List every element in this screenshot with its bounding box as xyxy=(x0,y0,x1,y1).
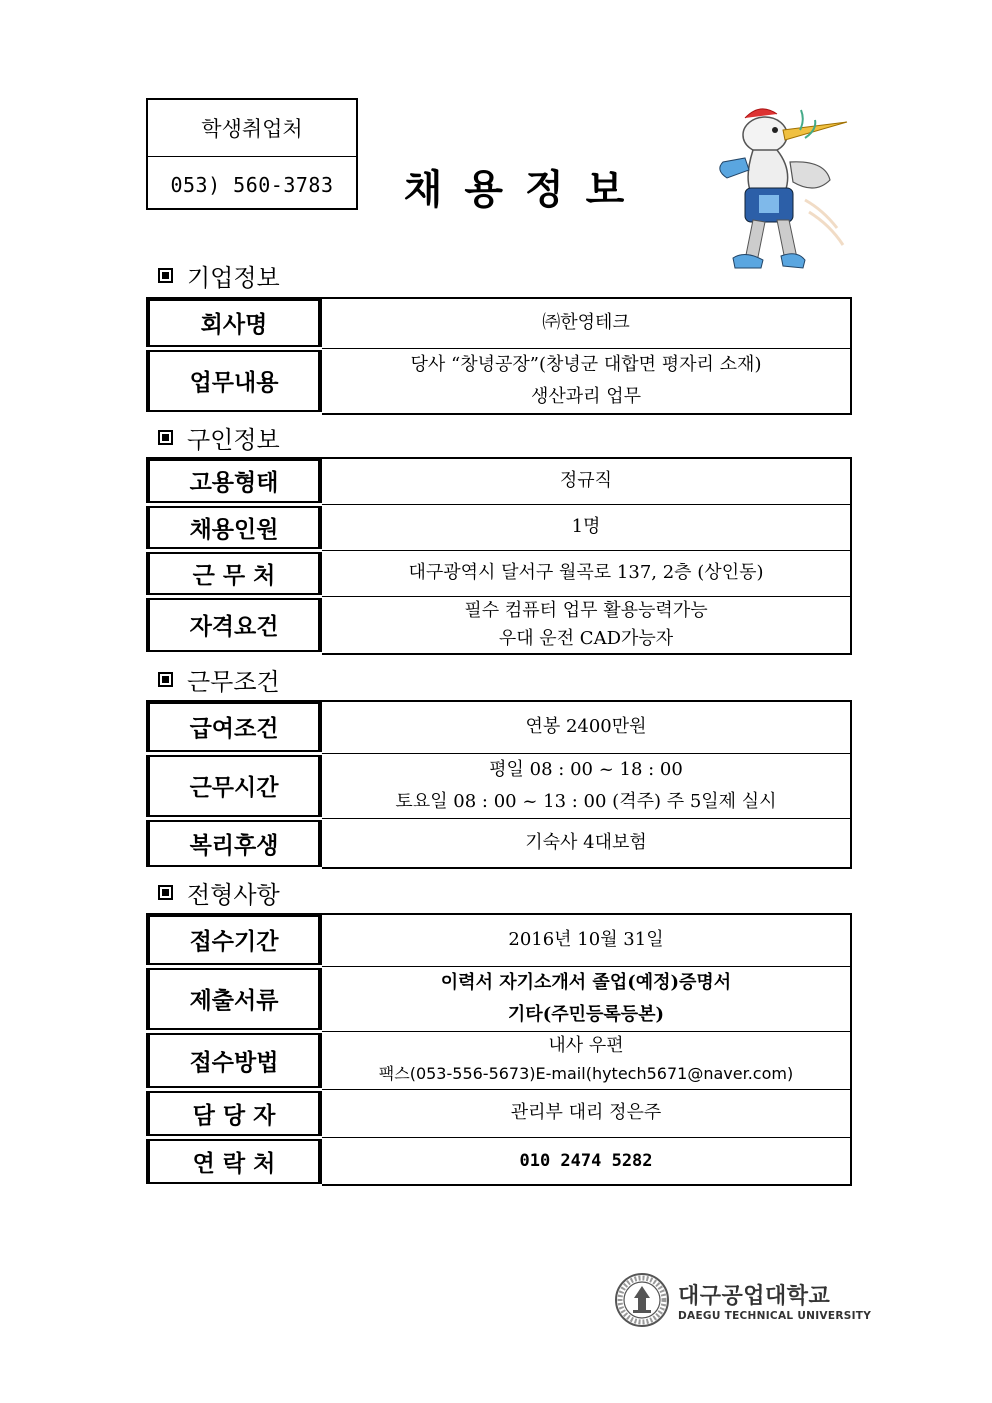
university-name-korean: 대구공업대학교 xyxy=(678,1283,831,1309)
row-label: 회사명 xyxy=(147,298,321,348)
benefits-value: 기숙사 4대보험 xyxy=(525,831,647,853)
section-heading-recruit: 구인정보 xyxy=(158,420,280,455)
university-seal-icon xyxy=(614,1272,670,1328)
table-row xyxy=(147,1089,851,1137)
row-label: 채용인원 xyxy=(147,504,321,550)
employment-type-value: 정규직 xyxy=(321,458,851,504)
filled-square-bullet-icon xyxy=(158,672,173,687)
row-label: 연 락 처 xyxy=(147,1137,321,1185)
filled-square-bullet-icon xyxy=(158,885,173,900)
table-row xyxy=(147,753,851,818)
filled-square-bullet-icon xyxy=(158,430,173,445)
table-row xyxy=(147,914,851,966)
row-label: 근 무 처 xyxy=(147,550,321,596)
application-method-value: 내사 우편 팩스(053-556-5673)E-mail(hytech5671@naver.com) xyxy=(321,1031,851,1089)
contact-phone: 053) 560-3783 xyxy=(148,156,356,212)
table-row xyxy=(147,596,851,654)
application-period-value: 2016년 10월 31일 xyxy=(321,914,851,966)
table-row xyxy=(147,504,851,550)
section-heading-company: 기업정보 xyxy=(158,258,280,293)
company-name-value: ㈜한영테크 xyxy=(321,298,851,348)
contact-label: 학생취업처 xyxy=(201,117,303,141)
table-row xyxy=(147,1137,851,1185)
page-title: 채용정보 xyxy=(403,167,647,213)
row-label: 근무시간 xyxy=(147,753,321,818)
contact-person-value: 관리부 대리 정은주 xyxy=(321,1089,851,1137)
mascot-crane-image xyxy=(705,100,855,285)
contact-number-value: 010 2474 5282 xyxy=(519,1150,653,1171)
table-row xyxy=(147,818,851,868)
table-row xyxy=(147,550,851,596)
row-label: 자격요건 xyxy=(147,596,321,654)
university-name-english: DAEGU TECHNICAL UNIVERSITY xyxy=(678,1309,872,1322)
section-heading-conditions: 근무조건 xyxy=(158,662,280,697)
row-label: 제출서류 xyxy=(147,966,321,1031)
company-table xyxy=(146,297,852,415)
qualifications-value: 필수 컴퓨터 업무 활용능력가능 우대 운전 CAD가능자 xyxy=(464,599,708,649)
table-row xyxy=(147,701,851,753)
row-label: 접수방법 xyxy=(147,1031,321,1089)
job-description-value: 당사 “창녕공장”(창녕군 대합면 평자리 소재) 생산과리 업무 xyxy=(410,353,762,407)
row-label: 급여조건 xyxy=(147,701,321,753)
workplace-value: 대구광역시 달서구 월곡로 137, 2층 (상인동) xyxy=(321,550,851,596)
salary-value: 연봉 2400만원 xyxy=(321,701,851,753)
row-label: 담 당 자 xyxy=(147,1089,321,1137)
required-documents-value: 이력서 자기소개서 졸업(예정)증명서 기타(주민등록등본) xyxy=(321,966,851,1031)
row-label: 업무내용 xyxy=(147,348,321,414)
table-row xyxy=(147,1031,851,1089)
table-row xyxy=(147,298,851,348)
table-row xyxy=(147,966,851,1031)
working-hours-value: 평일 08 : 00 ~ 18 : 00 토요일 08 : 00 ~ 13 : 00 (격주) 주 5일제 실시 xyxy=(321,753,851,818)
row-label: 접수기간 xyxy=(147,914,321,966)
conditions-table xyxy=(146,700,852,870)
row-label: 고용형태 xyxy=(147,458,321,504)
selection-table xyxy=(146,913,852,1187)
table-row xyxy=(147,458,851,504)
row-label: 복리후생 xyxy=(147,818,321,868)
contact-box xyxy=(146,98,358,210)
recruit-table xyxy=(146,457,852,655)
table-row xyxy=(147,348,851,414)
filled-square-bullet-icon xyxy=(158,268,173,283)
section-heading-selection: 전형사항 xyxy=(158,875,280,910)
university-logo xyxy=(614,1272,871,1328)
headcount-value: 1명 xyxy=(321,504,851,550)
